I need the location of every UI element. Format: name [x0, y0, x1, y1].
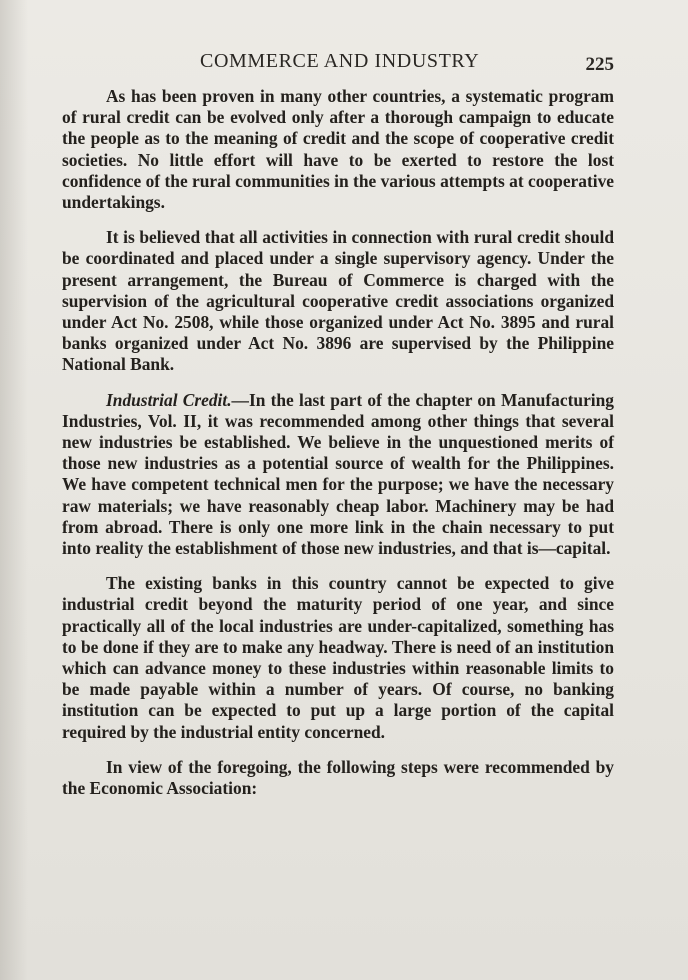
section-lead-heading: Industrial Credit.: [106, 389, 232, 410]
paragraph-text: In view of the foregoing, the following steps were recommended by the Economic Association:: [62, 756, 614, 799]
paragraph-existing-banks: [62, 573, 614, 743]
running-head: COMMERCE AND INDUSTRY: [200, 50, 480, 72]
paragraph-text: It is believed that all activities in connection with rural credit should be coordinated and placed under a single supervisory agency. Under the present arrangement, the Bureau of Commerce is charged with the supervision of the agricultural cooperative credit associations organized under Act No. 2508, while those organized under Act No. 3895 and rural banks organized under Act No. 3896 are supervised by the Philippine National Bank.: [62, 227, 614, 375]
paragraph-text: As has been proven in many other countries, a systematic program of rural credit can be evolved only after a thorough campaign to educate the people as to the meaning of credit and the scope of cooperative credit societies. No little effort will have to be exerted to restore the lost confidence of the rural communities in the various attempts at cooperative undertakings.: [62, 86, 614, 213]
body-text: [62, 86, 614, 813]
page-number: 225: [585, 54, 614, 75]
paragraph-recommended-steps: [62, 757, 614, 799]
page-header: [104, 46, 614, 76]
page-edge-shadow: [0, 0, 28, 980]
paragraph-rural-credit-program: [62, 86, 614, 213]
paragraph-supervisory-agency: [62, 227, 614, 375]
paragraph-text: —In the last part of the chapter on Manufacturing Industries, Vol. II, it was recommended among other things that several new industries be established. We believe in the unquestioned merits of those new industries as a potential source of wealth for the Philippines. We have competent technical men for the purpose; we have the necessary raw materials; we have reasonably cheap labor. Machinery may be had from abroad. There is only one more link in the chain necessary to put into reality the establishment of those new industries, and that is—capital.: [62, 389, 614, 559]
paragraph-industrial-credit: [62, 390, 614, 560]
paragraph-text: The existing banks in this country cannot be expected to give industrial credit beyond the maturity period of one year, and since practically all of the local industries are under-capitalized, something has to be done if they are to make any headway. There is need of an institution which can advance money to these industries within reasonable limits to be made payable within a number of years. Of course, no banking institution can be expected to put up a large portion of the capital required by the industrial entity concerned.: [62, 573, 614, 742]
